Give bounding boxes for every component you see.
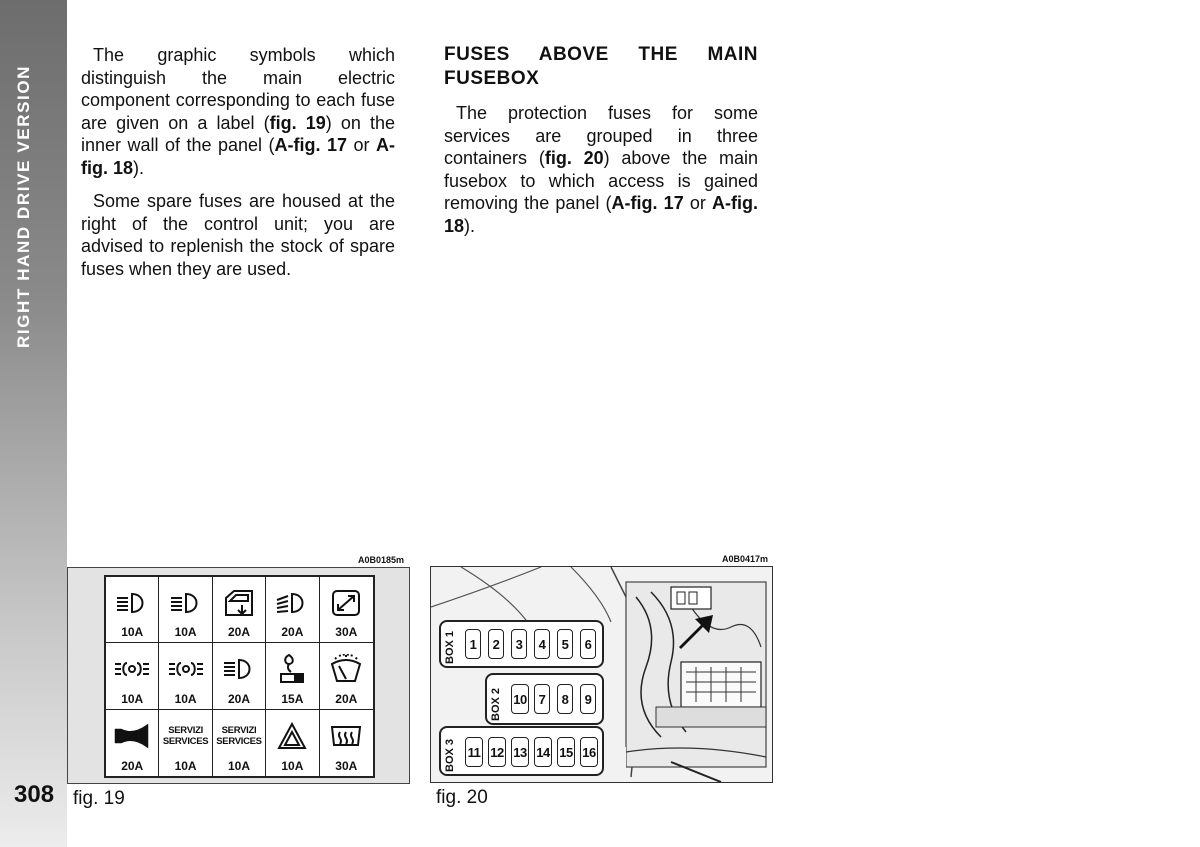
fuse-rating: 10A	[174, 759, 197, 773]
fuse-rating: 10A	[121, 625, 144, 640]
fuse-box-1	[439, 620, 604, 668]
box-label: BOX 3	[444, 738, 456, 772]
sunroof-icon	[330, 588, 362, 618]
fuse-cell	[106, 710, 159, 776]
dipped-beam-icon	[114, 591, 150, 615]
fuse-rating: 15A	[281, 691, 304, 706]
fuse-cell	[159, 710, 212, 776]
fuse: 16	[580, 737, 598, 767]
page-number: 308	[14, 781, 55, 808]
figure-reference: A-fig. 17	[611, 193, 684, 213]
fuse: 13	[511, 737, 529, 767]
fuse: 8	[557, 684, 573, 714]
fuse-cell	[106, 643, 159, 709]
fuse: 12	[488, 737, 506, 767]
fuse: 14	[534, 737, 552, 767]
left-column	[81, 44, 395, 280]
fuse-cell	[213, 710, 266, 776]
fuse: 3	[511, 629, 527, 659]
side-lights-icon	[167, 659, 205, 679]
fuse-rating: 20A	[121, 759, 144, 773]
main-beam-icon	[274, 591, 310, 615]
sidebar	[0, 0, 67, 847]
fuse-rating: 20A	[227, 625, 250, 640]
fuse: 7	[534, 684, 550, 714]
fuse-cell	[213, 577, 266, 643]
fuse-cell	[213, 643, 266, 709]
section-title-vertical: RIGHT HAND DRIVE VERSION	[14, 64, 33, 348]
cigar-lighter-icon	[277, 652, 307, 686]
fuse: 10	[511, 684, 529, 714]
paragraph-fuse-containers: The protection fuses for some services are grouped in three containers (fig. 20) above the main fusebox to which access is gained removing the panel (A-fig. 17 or A-fig. 18).	[444, 103, 759, 236]
fuse-cell	[106, 577, 159, 643]
horn-icon	[113, 724, 151, 748]
figure-reference: A-fig. 17	[274, 135, 348, 155]
fuse-cell	[266, 643, 319, 709]
figure-caption: fig. 19	[73, 788, 125, 809]
fuse: 6	[580, 629, 596, 659]
right-column	[444, 43, 758, 237]
fuse-cell	[320, 643, 373, 709]
fuse-label-grid	[104, 575, 375, 778]
figure-code: A0B0185m	[358, 555, 405, 565]
fuse-rating: 20A	[281, 625, 304, 640]
services-label: SERVIZI SERVICES	[216, 724, 262, 747]
fuse-cell	[159, 577, 212, 643]
figure-reference: fig. 19	[269, 112, 326, 133]
fuse-cell	[320, 577, 373, 643]
fuse-rating: 10A	[227, 759, 250, 773]
fuse-box-2	[485, 673, 604, 725]
fuse-rating: 10A	[281, 759, 304, 773]
figure-caption: fig. 20	[436, 787, 488, 808]
fuse-cell	[320, 710, 373, 776]
fuse: 15	[557, 737, 575, 767]
fuse-rating: 10A	[121, 691, 144, 706]
fuse-box-3	[439, 726, 604, 776]
fuse-cell	[266, 710, 319, 776]
fuse: 9	[580, 684, 596, 714]
windscreen-wiper-icon	[329, 654, 363, 684]
figure-reference: A-fig. 18	[81, 135, 396, 178]
fuse: 4	[534, 629, 550, 659]
services-label: SERVIZI SERVICES	[162, 724, 209, 747]
power-window-icon	[222, 588, 256, 618]
section-heading: FUSES ABOVE THE MAIN FUSEBOX	[444, 44, 758, 89]
figure-reference: fig. 20	[544, 148, 604, 168]
side-lights-icon	[113, 659, 151, 679]
fuse-rating: 30A	[335, 759, 358, 773]
figure-code: A0B0417m	[722, 554, 769, 564]
fuse: 11	[465, 737, 483, 767]
fusebox-figure	[430, 566, 773, 783]
fuse: 5	[557, 629, 573, 659]
paragraph-fuse-symbols: The graphic symbols which distinguish the main electric component corresponding to each fuse are given on a label (fig. 19) on the inner wall of the panel (A-fig. 17 or A-fig. 18).	[81, 45, 396, 178]
hazard-lights-icon	[277, 722, 307, 750]
fuse-rating: 20A	[335, 691, 358, 706]
fuse-rating: 10A	[174, 691, 197, 706]
paragraph-spare-fuses: Some spare fuses are housed at the right of the control unit; you are advised to replenish the stock of spare fuses when they are used.	[81, 191, 395, 279]
fuse-rating: 10A	[174, 625, 197, 640]
fuse-cell	[159, 643, 212, 709]
dipped-beam-icon	[168, 591, 204, 615]
box-label: BOX 1	[444, 630, 456, 664]
fuse: 2	[488, 629, 504, 659]
figure-reference: A-fig. 18	[444, 193, 758, 236]
box-label: BOX 2	[490, 687, 502, 721]
fuse-rating: 20A	[227, 691, 250, 706]
fuse: 1	[465, 629, 481, 659]
fuse-rating: 30A	[335, 625, 358, 640]
fuse-cell	[266, 577, 319, 643]
fuse-label-figure	[67, 567, 410, 784]
headlamp-icon	[221, 657, 257, 681]
heated-rear-window-icon	[329, 724, 363, 748]
